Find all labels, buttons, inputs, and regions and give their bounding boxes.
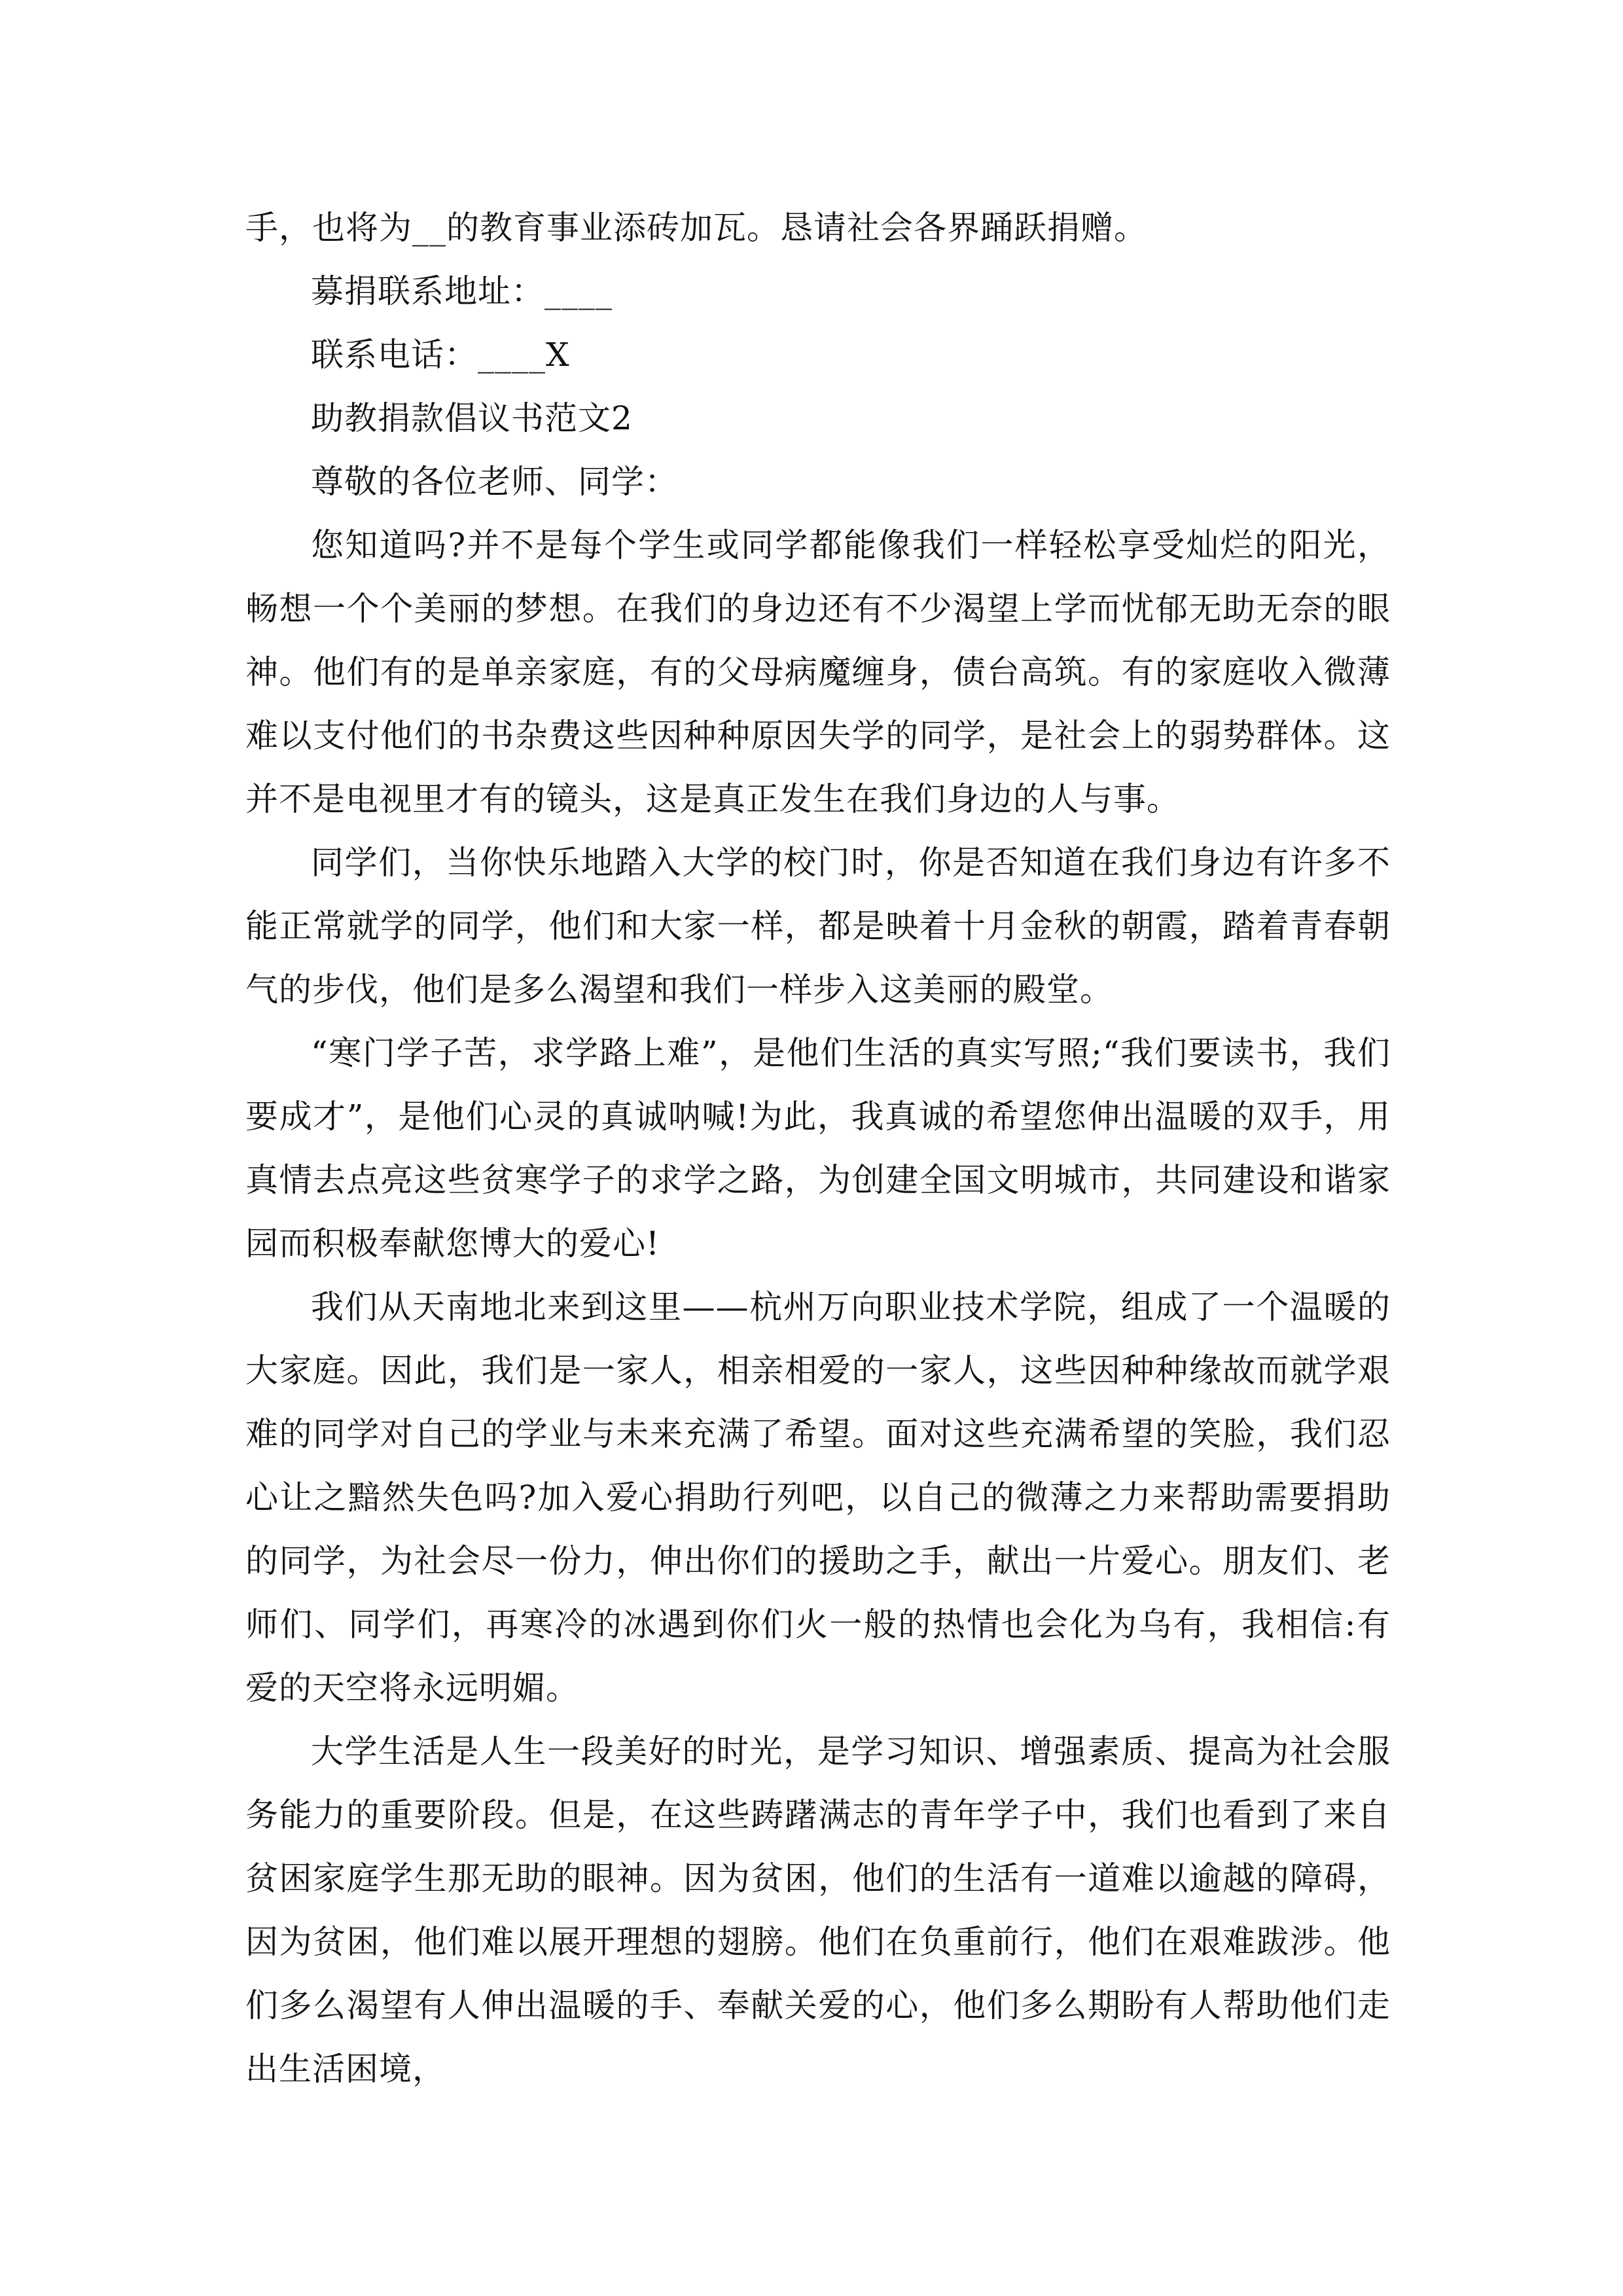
paragraph: “寒门学子苦，求学路上难”，是他们生活的真实写照;“我们要读书，我们要成才”，是他们心灵的真诚呐喊!为此，我真诚的希望您伸出温暖的双手，用真情去点亮这些贫寒学子的求学之路，为创建全国文明城市，共同建设和谐家园而积极奉献您博大的爱心! (245, 1034, 1391, 1263)
document-body (245, 196, 1391, 2101)
salutation: 尊敬的各位老师、同学： (311, 463, 678, 501)
section-title: 助教捐款倡议书范文2 (311, 399, 633, 437)
paragraph: 大学生活是人生一段美好的时光，是学习知识、增强素质、提高为社会服务能力的重要阶段。但是，在这些踌躇满志的青年学子中，我们也看到了来自贫困家庭学生那无助的眼神。因为贫困，他们的生活有一道难以逾越的障碍，因为贫困，他们难以展开理想的翅膀。他们在负重前行，他们在艰难跋涉。他们多么渴望有人伸出温暖的手、奉献关爱的心，他们多么期盼有人帮助他们走出生活困境， (245, 1732, 1391, 2088)
paragraph: 您知道吗?并不是每个学生或同学都能像我们一样轻松享受灿烂的阳光，畅想一个个美丽的梦想。在我们的身边还有不少渴望上学而忧郁无助无奈的眼神。他们有的是单亲家庭，有的父母病魔缠身，债台高筑。有的家庭收入微薄难以支付他们的书杂费这些因种种原因失学的同学，是社会上的弱势群体。这并不是电视里才有的镜头，这是真正发生在我们身边的人与事。 (245, 526, 1391, 818)
contact-phone: 联系电话：____X (311, 336, 570, 374)
contact-address: 募捐联系地址：____ (311, 272, 613, 310)
paragraph: 同学们，当你快乐地踏入大学的校门时，你是否知道在我们身边有许多不能正常就学的同学，他们和大家一样，都是映着十月金秋的朝霞，踏着青春朝气的步伐，他们是多么渴望和我们一样步入这美丽的殿堂。 (245, 844, 1391, 1009)
paragraph: 手，也将为__的教育事业添砖加瓦。恳请社会各界踊跃捐赠。 (245, 209, 1147, 247)
paragraph: 我们从天南地北来到这里——杭州万向职业技术学院，组成了一个温暖的大家庭。因此，我们是一家人，相亲相爱的一家人，这些因种种缘故而就学艰难的同学对自己的学业与未来充满了希望。面对这些充满希望的笑脸，我们忍心让之黯然失色吗?加入爱心捐助行列吧，以自己的微薄之力来帮助需要捐助的同学，为社会尽一份力，伸出你们的援助之手，献出一片爱心。朋友们、老师们、同学们，再寒冷的冰遇到你们火一般的热情也会化为乌有，我相信:有爱的天空将永远明媚。 (245, 1288, 1391, 1707)
